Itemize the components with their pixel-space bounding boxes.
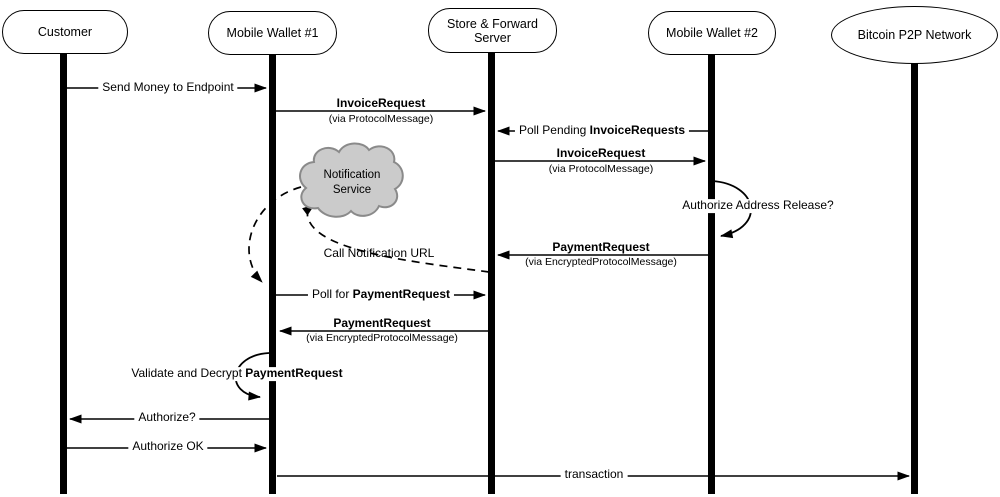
actor-customer xyxy=(2,10,128,54)
msg-payment-request-1: PaymentRequest xyxy=(552,240,650,255)
msg-transaction: transaction xyxy=(561,468,628,482)
notification-cloud-label: Notification Service xyxy=(323,169,381,196)
msg-invoice-request-1: InvoiceRequest xyxy=(336,96,426,111)
actor-mobile-wallet-2-label: Mobile Wallet #2 xyxy=(666,26,758,40)
msg-poll-payment: Poll for PaymentRequest xyxy=(308,288,454,302)
msg-authorize-ok: Authorize OK xyxy=(128,440,207,454)
msg-authorize-q: Authorize? xyxy=(134,411,199,425)
msg-poll-pending: Poll Pending InvoiceRequests xyxy=(515,124,689,138)
msg-payment-request-2-via: (via EncryptedProtocolMessage) xyxy=(306,331,458,344)
msg-invoice-request-2: InvoiceRequest xyxy=(556,146,646,161)
msg-invoice-request-2-via: (via ProtocolMessage) xyxy=(548,162,654,175)
msg-call-notification: Call Notification URL xyxy=(323,246,435,261)
actor-mobile-wallet-1-label: Mobile Wallet #1 xyxy=(226,26,319,40)
dashed-arrow-notify-wallet-1 xyxy=(249,187,301,282)
msg-send-money: Send Money to Endpoint xyxy=(98,81,237,95)
actor-bitcoin-p2p-network xyxy=(831,6,998,64)
actor-mobile-wallet-2 xyxy=(648,11,776,55)
msg-payment-request-2: PaymentRequest xyxy=(333,316,431,331)
actor-mobile-wallet-1 xyxy=(208,11,337,55)
msg-authorize-address: Authorize Address Release? xyxy=(678,199,837,213)
actor-customer-label: Customer xyxy=(37,25,93,39)
actor-store-forward-server-label: Store & Forward Server xyxy=(446,16,538,45)
msg-payment-request-1-via: (via EncryptedProtocolMessage) xyxy=(525,255,677,268)
actor-store-forward-server xyxy=(428,8,557,53)
msg-validate-decrypt: Validate and Decrypt PaymentRequest xyxy=(127,367,346,381)
actor-bitcoin-p2p-network-label: Bitcoin P2P Network xyxy=(857,28,972,42)
msg-invoice-request-1-via: (via ProtocolMessage) xyxy=(328,112,434,125)
